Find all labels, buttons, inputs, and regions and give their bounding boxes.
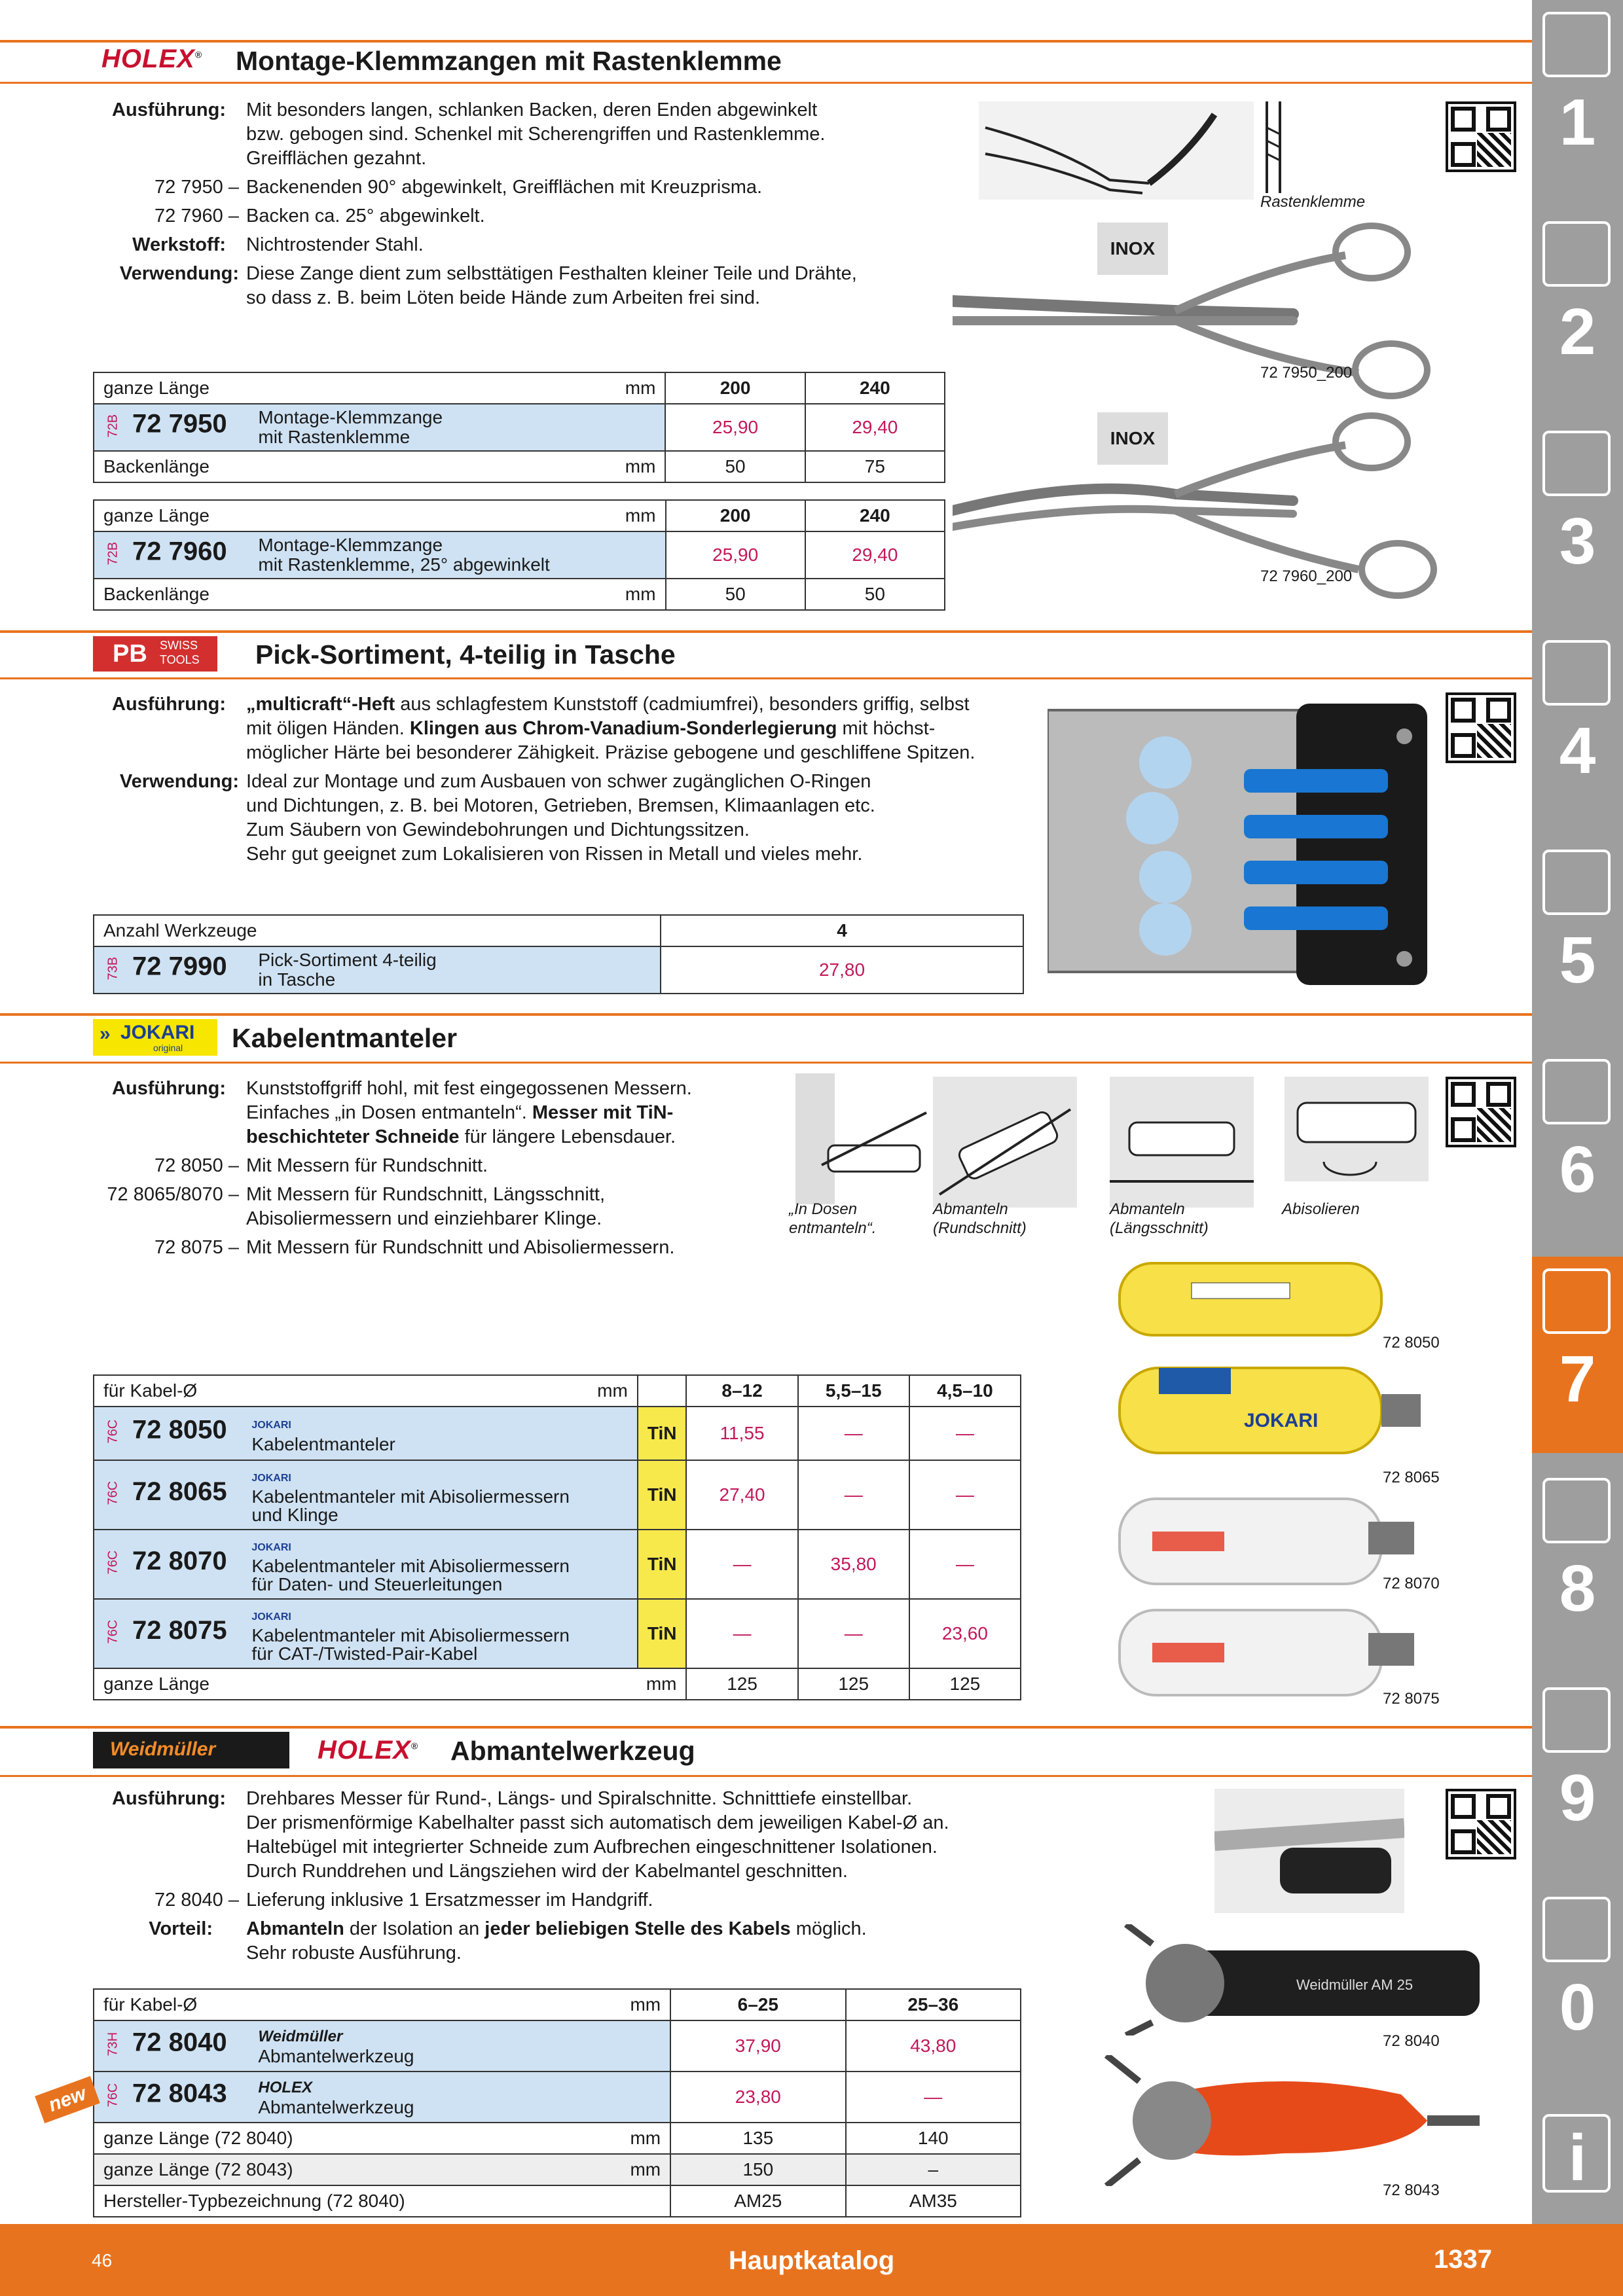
- section-rule: [0, 40, 1532, 43]
- usage-drawing-in-dosen: [795, 1073, 939, 1204]
- stripper-8065-image: [1113, 1355, 1427, 1466]
- table-row[interactable]: 76C 72 8050 JOKARI Kabelentmanteler TiN 11,55 — —: [94, 1407, 1021, 1460]
- caption-in-dosen: „In Dosen entmanteln“.: [789, 1200, 877, 1237]
- saw-blade-icon: [1542, 850, 1611, 915]
- safety-goggles-icon: [1542, 1897, 1611, 1962]
- page-footer: [0, 2224, 1623, 2296]
- clamp-plier-7960-image: [953, 412, 1463, 609]
- qr-code-icon: [1446, 1077, 1516, 1147]
- section-title: Kabelentmanteler: [232, 1023, 458, 1053]
- stripper-8070-image: [1113, 1492, 1427, 1590]
- stripper-8050-image: [1113, 1257, 1388, 1342]
- article-text: Mit Messern für Rundschnitt, Längsschnitt,: [246, 1184, 606, 1205]
- text-verwendung-1: Diese Zange dient zum selbsttätigen Festhalten kleiner Teile und Drähte,: [246, 263, 857, 284]
- section-rule: [0, 630, 1532, 633]
- qr-code-icon: [1446, 692, 1516, 763]
- article-text: Mit Messern für Rundschnitt.: [246, 1155, 488, 1176]
- jokari-logo: » JOKARI original: [93, 1019, 217, 1056]
- chapter-tab-0[interactable]: [1532, 1885, 1623, 2088]
- new-badge: new: [35, 2076, 100, 2123]
- pb-swiss-tools-logo: PB SWISS TOOLS: [93, 636, 217, 672]
- chapter-number: 2: [1559, 295, 1596, 368]
- clamp-plier-7950-image: [953, 216, 1463, 399]
- chapter-number: 6: [1559, 1133, 1596, 1206]
- chapter-number: 5: [1559, 924, 1596, 997]
- chapter-tab-2[interactable]: [1532, 209, 1623, 412]
- chapter-tab-8[interactable]: [1532, 1466, 1623, 1669]
- text-ausfuehrung-3: möglicher Härte bei besonderer Zähigkeit. Präzise gebogene und geschliffene Spitzen.: [246, 742, 976, 763]
- text-ausfuehrung-2: bzw. gebogen sind. Schenkel mit Scherengriffen und Rastenklemme.: [246, 124, 826, 145]
- abmantel-8040-image: [1113, 1924, 1493, 2036]
- text-verwendung-2: so dass z. B. beim Löten beide Hände zum Arbeiten frei sind.: [246, 287, 761, 308]
- article-text: Lieferung inklusive 1 Ersatzmesser im Handgriff.: [246, 1890, 653, 1910]
- text-verwendung-3: Zum Säubern von Gewindebohrungen und Dichtungssitzen.: [246, 819, 750, 840]
- table-row[interactable]: 76C 72 8075 JOKARI Kabelentmanteler mit Abisoliermessern für CAT-/Twisted-Pair-Kabel TiN — — 23,60: [94, 1599, 1021, 1668]
- pick-set-pouch-image: [1048, 704, 1427, 985]
- text-werkstoff: Nichtrostender Stahl.: [246, 234, 424, 255]
- table-row[interactable]: 72B 72 7960 Montage-Klemmzange mit Rastenklemme, 25° abgewinkelt 25,90 29,40: [94, 531, 945, 579]
- table-row[interactable]: 76C 72 8065 JOKARI Kabelentmanteler mit Abisoliermessern und Klinge TiN 27,40 — —: [94, 1460, 1021, 1530]
- article-code: 72 8043: [132, 2079, 227, 2108]
- article-text: Backenenden 90° abgewinkelt, Greifflächen mit Kreuzprisma.: [246, 177, 763, 198]
- label-ausfuehrung: Ausführung:: [112, 99, 226, 120]
- image-caption: 72 8043: [1383, 2181, 1440, 2199]
- text-ausfuehrung-2: mit öligen Händen. Klingen aus Chrom-Vanadium-Sonderlegierung mit höchst-: [246, 718, 936, 739]
- chapter-number: 9: [1559, 1761, 1596, 1835]
- pliers-hammer-icon: [1542, 1268, 1611, 1334]
- article-number: 72 8040 –: [154, 1890, 239, 1910]
- chapter-tab-6[interactable]: [1532, 1047, 1623, 1250]
- usage-drawing-abisolieren: [1285, 1077, 1429, 1181]
- abmantel-8043-image: [1087, 2055, 1493, 2186]
- chapter-sidebar: [1532, 0, 1623, 2296]
- page-number-left: 46: [92, 2250, 113, 2270]
- usage-drawing-laengsschnitt: [1110, 1077, 1254, 1208]
- image-caption: 72 7950_200: [1260, 364, 1353, 382]
- article-number: 72 7960 –: [154, 206, 239, 226]
- caption-rastenklemme: Rastenklemme: [1260, 193, 1366, 211]
- section-rule: [0, 1726, 1532, 1729]
- text-ausfuehrung-3: Greifflächen gezahnt.: [246, 148, 427, 169]
- caliper-icon: [1542, 640, 1611, 706]
- chapter-number: 3: [1559, 505, 1596, 578]
- section-title: Montage-Klemmzangen mit Rastenklemme: [236, 46, 782, 76]
- table-row[interactable]: 76C 72 8043 HOLEX Abmantelwerkzeug 23,80 —: [94, 2072, 1021, 2123]
- text-ausfuehrung-4: Durch Runddrehen und Längsziehen wird der Kabelmantel geschnitten.: [246, 1861, 848, 1882]
- text-vorteil-1: Abmanteln der Isolation an jeder beliebigen Stelle des Kabels möglich.: [246, 1918, 867, 1939]
- jaw-detail-drawing: [979, 101, 1254, 200]
- text-verwendung-2: und Dichtungen, z. B. bei Motoren, Getrieben, Bremsen, Klimaanlagen etc.: [246, 795, 875, 816]
- catalog-title: Hauptkatalog: [728, 2246, 895, 2275]
- qr-code-icon: [1446, 1789, 1516, 1859]
- header-label: ganze Länge mm: [94, 372, 665, 404]
- image-caption: 72 8075: [1383, 1690, 1440, 1708]
- article-number: 72 7950 –: [154, 177, 239, 198]
- chapter-tab-1[interactable]: [1532, 0, 1623, 203]
- inox-badge: INOX: [1097, 223, 1168, 275]
- text-vorteil-2: Sehr robuste Ausführung.: [246, 1943, 462, 1964]
- section-title: Pick-Sortiment, 4-teilig in Tasche: [255, 639, 676, 670]
- article-code: 72 7960: [132, 537, 227, 566]
- article-code: 72 8040: [132, 2028, 227, 2057]
- image-caption: 72 8040: [1383, 2032, 1440, 2050]
- label-ausfuehrung: Ausführung:: [112, 1788, 226, 1809]
- image-caption: 72 8065: [1383, 1469, 1440, 1486]
- text-ausfuehrung-1: „multicraft“-Heft aus schlagfestem Kunststoff (cadmiumfrei), besonders griffig, selbst: [246, 694, 970, 715]
- ratchet-detail-drawing: [1254, 101, 1293, 200]
- weidmueller-logo: Weidmüller: [93, 1732, 289, 1768]
- section-title: Abmantelwerkzeug: [450, 1736, 695, 1766]
- table-row[interactable]: 73B 72 7990 Pick-Sortiment 4-teilig in Tasche 27,80: [94, 946, 1023, 994]
- workshop-tools-icon: [1542, 1478, 1611, 1543]
- chapter-tab-info[interactable]: [1532, 2114, 1623, 2212]
- price-table-7990: Anzahl Werkzeuge 4 73B 72 7990 Pick-Sortiment 4-teilig in Tasche 27,80: [93, 914, 1024, 994]
- table-row[interactable]: 76C 72 8070 JOKARI Kabelentmanteler mit Abisoliermessern für Daten- und Steuerleitungen TiN — 35,80 —: [94, 1530, 1021, 1599]
- article-code: 72 8075: [132, 1615, 227, 1645]
- price: 25,90: [665, 404, 805, 451]
- article-code: 72 8070: [132, 1546, 227, 1575]
- article-text: Backen ca. 25° abgewinkelt.: [246, 206, 485, 226]
- text-ausfuehrung-2: Der prismenförmige Kabelhalter passt sich automatisch dem jeweiligen Kabel-Ø an.: [246, 1812, 949, 1833]
- chapter-tab-5[interactable]: [1532, 838, 1623, 1041]
- label-werkstoff: Werkstoff:: [132, 234, 226, 255]
- caption-laengsschnitt: Abmanteln (Längsschnitt): [1110, 1200, 1209, 1237]
- section-rule: [0, 1775, 1532, 1777]
- table-row[interactable]: 73H 72 8040 Weidmüller Abmantelwerkzeug 37,90 43,80: [94, 2020, 1021, 2072]
- article-number: 72 8065/8070 –: [107, 1184, 239, 1205]
- page-number-right: 1337: [1434, 2245, 1492, 2274]
- tool-cabinet-icon: [1542, 1687, 1611, 1753]
- image-caption: 72 7960_200: [1260, 567, 1353, 585]
- article-code: 72 7950: [132, 409, 227, 439]
- tool-holder-icon: [1542, 431, 1611, 496]
- text-ausfuehrung-3: Haltebügel mit integrierter Schneide zum Aufbrechen eingeschnittener Isolationen.: [246, 1837, 938, 1857]
- text-ausfuehrung-1: Drehbares Messer für Rund-, Längs- und Spiralschnitte. Schnitttiefe einstellbar.: [246, 1788, 913, 1809]
- section-rule: [0, 1062, 1532, 1064]
- chapter-number: 8: [1559, 1552, 1596, 1625]
- text-ausfuehrung-3: beschichteter Schneide für längere Lebensdauer.: [246, 1126, 676, 1147]
- article-number: 72 8050 –: [154, 1155, 239, 1176]
- cable-stripper-usage-image: [1214, 1789, 1404, 1913]
- price-table-7960: ganze Länge mm 200 240 72B 72 7960 Montage-Klemmzange mit Rastenklemme, 25° abgewinkelt 25,90 29,40 Backenlänge mm 50 50: [93, 499, 945, 611]
- chapter-tab-3[interactable]: [1532, 419, 1623, 622]
- label-ausfuehrung: Ausführung:: [112, 1078, 226, 1099]
- article-text: Mit Messern für Rundschnitt und Abisoliermessern.: [246, 1237, 675, 1258]
- chapter-tab-9[interactable]: [1532, 1676, 1623, 1878]
- svg-text:JOKARI: JOKARI: [1244, 1410, 1319, 1431]
- article-text: Abisoliermessern und einziehbarer Klinge.: [246, 1208, 602, 1229]
- inox-badge: INOX: [1097, 412, 1168, 465]
- image-caption: 72 8070: [1383, 1575, 1440, 1592]
- section-rule: [0, 677, 1532, 679]
- header-col: 240: [805, 372, 945, 404]
- stripper-8075-image: [1113, 1604, 1427, 1702]
- label-ausfuehrung: Ausführung:: [112, 694, 226, 715]
- price-table-7950: ganze Länge mm 200 240 72B 72 7950 Montage-Klemmzange mit Rastenklemme 25,90 29,40 Backenlänge mm 50 75: [93, 372, 945, 483]
- text-ausfuehrung-1: Kunststoffgriff hohl, mit fest eingegossenen Messern.: [246, 1078, 692, 1099]
- price-table-kabelentmanteler: für Kabel-Ø mm 8–12 5,5–15 4,5–10 76C 72 8050 JOKARI Kabelentmanteler TiN 11,55 — — 76C 72 8065 JOKARI Kabelentmanteler mit Abisoliermessern und Klinge TiN 27,40 — — 76C 72 8070 JOKARI Kabelentmanteler mit Abisoliermessern für Daten- und Steuerleitungen TiN — 35,80 — 76C 72 8075 JOKARI Kabelentmanteler mit Abisoliermessern für CAT-/Twisted-Pair-Kabel TiN — — 23,60 ganze Länge mm 125 125 125: [93, 1374, 1021, 1700]
- caption-rundschnitt: Abmanteln (Rundschnitt): [933, 1200, 1027, 1237]
- text-verwendung-4: Sehr gut geeignet zum Lokalisieren von Rissen in Metall und vieles mehr.: [246, 844, 863, 865]
- article-number: 72 8075 –: [154, 1237, 239, 1258]
- holex-logo: HOLEX®: [318, 1736, 419, 1765]
- holex-logo: HOLEX®: [101, 45, 203, 73]
- article-code: 72 8050: [132, 1415, 227, 1444]
- price: 27,80: [661, 946, 1023, 994]
- chapter-number: 0: [1559, 1971, 1596, 2044]
- image-caption: 72 8050: [1383, 1334, 1440, 1352]
- label-vorteil: Vorteil:: [149, 1918, 213, 1939]
- qr-code-icon: [1446, 101, 1516, 172]
- wrench-screwdriver-icon: [1542, 1059, 1611, 1124]
- header-col: 200: [665, 372, 805, 404]
- chapter-tab-7-active[interactable]: [1532, 1257, 1623, 1453]
- text-ausfuehrung-2: Einfaches „in Dosen entmanteln“. Messer mit TiN-: [246, 1102, 674, 1123]
- chapter-number: i: [1568, 2121, 1587, 2195]
- table-row[interactable]: 72B 72 7950 Montage-Klemmzange mit Rastenklemme 25,90 29,40: [94, 404, 945, 451]
- text-verwendung-1: Ideal zur Montage und zum Ausbauen von schwer zugänglichen O-Ringen: [246, 771, 871, 792]
- svg-text:Weidmüller AM 25: Weidmüller AM 25: [1296, 1977, 1413, 1993]
- caption-abisolieren: Abisolieren: [1282, 1200, 1360, 1218]
- label-verwendung: Verwendung:: [119, 771, 239, 792]
- article-code: 72 7990: [132, 952, 227, 981]
- chapter-number: 1: [1559, 86, 1596, 159]
- chapter-number: 7: [1559, 1342, 1596, 1416]
- chapter-tab-4[interactable]: [1532, 628, 1623, 831]
- label-verwendung: Verwendung:: [119, 263, 239, 284]
- drill-bit-icon: [1542, 12, 1611, 77]
- insert-icon: [1542, 221, 1611, 287]
- price: 29,40: [805, 404, 945, 451]
- section-rule: [0, 82, 1532, 84]
- article-code: 72 8065: [132, 1477, 227, 1506]
- chapter-number: 4: [1559, 714, 1596, 787]
- section-rule: [0, 1013, 1532, 1016]
- text-ausfuehrung-1: Mit besonders langen, schlanken Backen, deren Enden abgewinkelt: [246, 99, 818, 120]
- usage-drawing-rundschnitt: [933, 1077, 1077, 1208]
- price-table-abmantelwerkzeug: für Kabel-Ø mm 6–25 25–36 73H 72 8040 Weidmüller Abmantelwerkzeug 37,90 43,80 76C 72 8043 HOLEX Abmantelwerkzeug 23,80 — ganze Länge (72 8040) mm 135 140 ganze Länge (72 8043) mm 150 – Hersteller-Typbezeichnung (72 8040) AM25 AM35: [93, 1988, 1021, 2217]
